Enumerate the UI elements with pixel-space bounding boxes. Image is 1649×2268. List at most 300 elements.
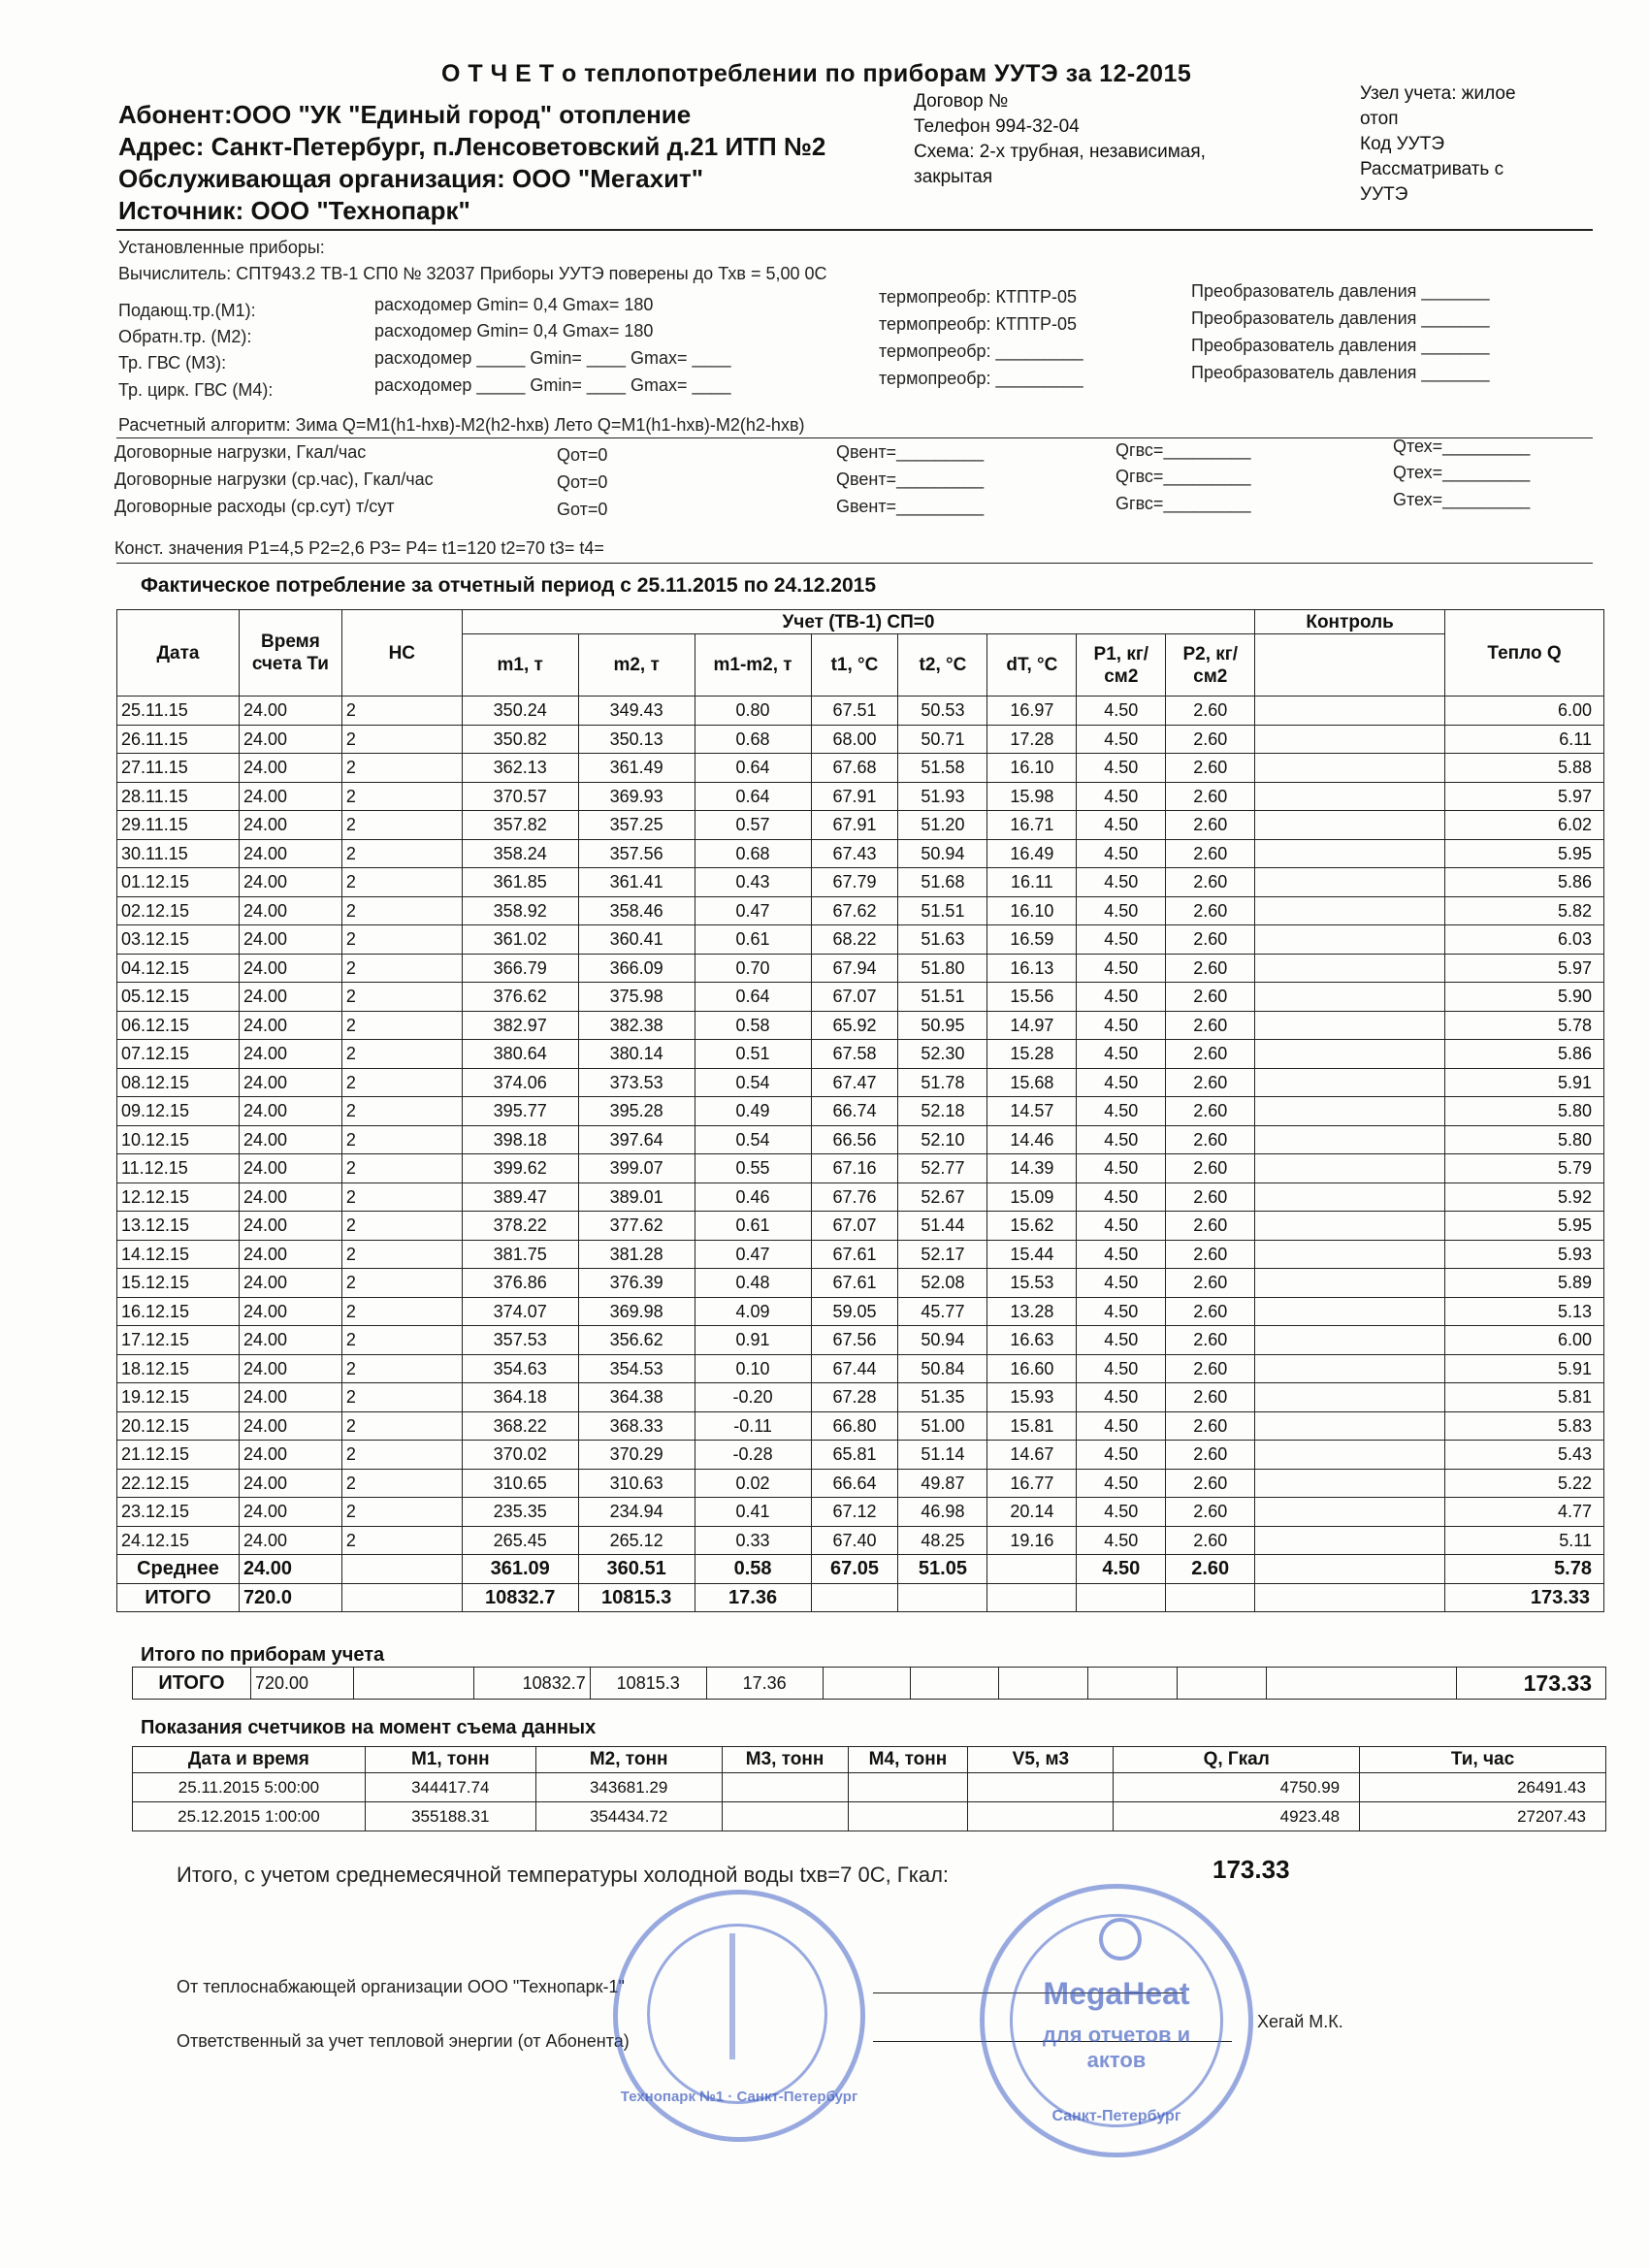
cell-q: 5.89 <box>1445 1269 1604 1298</box>
device-name: Тр. цирк. ГВС (М4): <box>118 380 274 400</box>
cell-t2: 51.00 <box>898 1411 987 1441</box>
cell-p1: 4.50 <box>1077 697 1166 726</box>
meter-total-title: Итого по приборам учета <box>141 1644 385 1666</box>
sign-responsible: Ответственный за учет тепловой энергии (от Абонента) <box>177 2031 630 2051</box>
rh-m3: М3, тонн <box>722 1747 848 1773</box>
avg-t1: 67.05 <box>811 1555 898 1584</box>
cell-m1: 364.18 <box>462 1383 578 1412</box>
cell-ns: 2 <box>341 868 462 897</box>
cell-time: 24.00 <box>239 1125 341 1154</box>
cell-control <box>1255 1441 1445 1470</box>
device-thermo: термопреобр: КТПТР-05 <box>879 287 1077 307</box>
cell-t1: 67.91 <box>811 782 898 811</box>
header-contract <box>914 89 1206 190</box>
cell-p1: 4.50 <box>1077 1383 1166 1412</box>
cell-dt: 14.57 <box>987 1097 1077 1126</box>
cell-m1: 389.47 <box>462 1183 578 1212</box>
cell-time: 24.00 <box>239 697 341 726</box>
cell-m1: 310.65 <box>462 1469 578 1498</box>
cell-q: 5.86 <box>1445 868 1604 897</box>
readings-body <box>133 1773 1606 1831</box>
cell-ns: 2 <box>341 1411 462 1441</box>
cell-date: 04.12.15 <box>117 954 240 983</box>
cell-dt: 16.77 <box>987 1469 1077 1498</box>
cell-date: 11.12.15 <box>117 1154 240 1183</box>
cell-p1: 4.50 <box>1077 1154 1166 1183</box>
cell-dm: 0.46 <box>695 1183 811 1212</box>
cell-dm: 4.09 <box>695 1297 811 1326</box>
cell-ns: 2 <box>341 1354 462 1383</box>
cell-t1: 67.56 <box>811 1326 898 1355</box>
cell-p2: 2.60 <box>1166 1125 1255 1154</box>
cell-time: 24.00 <box>239 1040 341 1069</box>
cell-p2: 2.60 <box>1166 983 1255 1012</box>
cell-t1: 67.62 <box>811 896 898 925</box>
cell-p2: 2.60 <box>1166 1040 1255 1069</box>
cell-p2: 2.60 <box>1166 1326 1255 1355</box>
cell-p2: 2.60 <box>1166 868 1255 897</box>
cell-dt: 19.16 <box>987 1526 1077 1555</box>
cell-time: 24.00 <box>239 1183 341 1212</box>
cell-control <box>1255 954 1445 983</box>
cell-dm: 0.02 <box>695 1469 811 1498</box>
cell-ns: 2 <box>341 754 462 783</box>
cell-dt: 16.97 <box>987 697 1077 726</box>
cell-time: 24.00 <box>239 1326 341 1355</box>
meter-node: Узел учета: жилое <box>1360 83 1516 104</box>
cell-control <box>1255 1354 1445 1383</box>
cell-dt: 15.68 <box>987 1068 1077 1097</box>
cell-p1: 4.50 <box>1077 1469 1166 1498</box>
cell-ns: 2 <box>341 1011 462 1040</box>
cell-control <box>1255 1411 1445 1441</box>
cell-q: 6.11 <box>1445 725 1604 754</box>
cell-t2: 52.67 <box>898 1183 987 1212</box>
cell-p2: 2.60 <box>1166 896 1255 925</box>
cell-q: 4.77 <box>1445 1498 1604 1527</box>
load-a: Qот=0 <box>557 445 608 465</box>
cell-t1: 67.68 <box>811 754 898 783</box>
cell-control <box>1255 1125 1445 1154</box>
cell-t2: 51.68 <box>898 868 987 897</box>
cell-p2: 2.60 <box>1166 1441 1255 1470</box>
cell-m1: 381.75 <box>462 1240 578 1269</box>
cell-t1: 66.56 <box>811 1125 898 1154</box>
table-row <box>117 1269 1604 1298</box>
table-row <box>117 782 1604 811</box>
cell-p1: 4.50 <box>1077 1526 1166 1555</box>
table-row <box>117 1125 1604 1154</box>
cell-p2: 2.60 <box>1166 839 1255 868</box>
cell-m2: 310.63 <box>578 1469 695 1498</box>
table-row <box>117 1297 1604 1326</box>
cell-dt: 17.28 <box>987 725 1077 754</box>
cell-p1: 4.50 <box>1077 925 1166 955</box>
reading-m2: 354434.72 <box>535 1802 722 1831</box>
cell-m1: 350.24 <box>462 697 578 726</box>
cell-dt: 15.56 <box>987 983 1077 1012</box>
reading-datetime: 25.12.2015 1:00:00 <box>133 1802 366 1831</box>
cell-date: 09.12.15 <box>117 1097 240 1126</box>
cell-dm: 0.33 <box>695 1526 811 1555</box>
total-row <box>117 1583 1604 1612</box>
cell-m1: 374.06 <box>462 1068 578 1097</box>
cell-dm: 0.68 <box>695 839 811 868</box>
load-label: Договорные расходы (ср.сут) т/сут <box>114 497 395 516</box>
stamp-inner-ring <box>647 1924 827 2104</box>
report-title: О Т Ч Е Т о теплопотреблении по приборам УУТЭ за 12-2015 <box>441 60 1192 87</box>
spire-icon <box>729 1933 735 2059</box>
cell-p2: 2.60 <box>1166 697 1255 726</box>
cell-time: 24.00 <box>239 868 341 897</box>
cell-time: 24.00 <box>239 1212 341 1241</box>
average-row <box>117 1555 1604 1584</box>
cell-control <box>1255 782 1445 811</box>
cell-p1: 4.50 <box>1077 811 1166 840</box>
cell-m2: 370.29 <box>578 1441 695 1470</box>
cell-q: 5.83 <box>1445 1411 1604 1441</box>
rh-datetime: Дата и время <box>133 1747 366 1773</box>
load-b: Qвент=_________ <box>836 442 985 462</box>
cell-date: 21.12.15 <box>117 1441 240 1470</box>
cell-p1: 4.50 <box>1077 1498 1166 1527</box>
cell-m1: 361.85 <box>462 868 578 897</box>
cell-control <box>1255 1269 1445 1298</box>
cell-dm: 0.64 <box>695 754 811 783</box>
service-org: Обслуживающая организация: ООО "Мегахит" <box>118 164 704 193</box>
cell-ns: 2 <box>341 839 462 868</box>
cell-p2: 2.60 <box>1166 1297 1255 1326</box>
table-row <box>117 1354 1604 1383</box>
consider-from-2: УУТЭ <box>1360 184 1408 205</box>
cell-t1: 67.07 <box>811 983 898 1012</box>
col-heat: Тепло Q <box>1445 610 1604 697</box>
cell-t2: 45.77 <box>898 1297 987 1326</box>
cell-p1: 4.50 <box>1077 868 1166 897</box>
cell-control <box>1255 754 1445 783</box>
cell-control <box>1255 896 1445 925</box>
cell-ns: 2 <box>341 1097 462 1126</box>
stamp2-title: MegaHeat <box>1043 1976 1190 2011</box>
device-pressure: Преобразователь давления _______ <box>1191 281 1490 301</box>
cell-dm: 0.43 <box>695 868 811 897</box>
cell-p2: 2.60 <box>1166 1383 1255 1412</box>
cell-m2: 349.43 <box>578 697 695 726</box>
cell-m2: 389.01 <box>578 1183 695 1212</box>
cell-date: 03.12.15 <box>117 925 240 955</box>
cell-time: 24.00 <box>239 983 341 1012</box>
scheme-type: закрытая <box>914 167 993 187</box>
cell-dm: 0.58 <box>695 1011 811 1040</box>
cell-ns: 2 <box>341 811 462 840</box>
cell-dm: 0.10 <box>695 1354 811 1383</box>
meter-total-time: 720.00 <box>250 1668 353 1700</box>
cell-m2: 265.12 <box>578 1526 695 1555</box>
sign-supplier: От теплоснабжающей организации ООО "Технопарк-1" <box>177 1977 625 1996</box>
cell-dt: 15.93 <box>987 1383 1077 1412</box>
cell-control <box>1255 925 1445 955</box>
cell-time: 24.00 <box>239 1354 341 1383</box>
cell-p2: 2.60 <box>1166 1011 1255 1040</box>
cell-q: 5.90 <box>1445 983 1604 1012</box>
avg-m1: 361.09 <box>462 1555 578 1584</box>
cell-control <box>1255 1212 1445 1241</box>
device-meter: расходомер Gmin= 0,4 Gmax= 180 <box>374 321 654 340</box>
cell-dm: 0.49 <box>695 1097 811 1126</box>
cell-m2: 360.41 <box>578 925 695 955</box>
final-value: 173.33 <box>1212 1855 1290 1884</box>
cell-q: 5.11 <box>1445 1526 1604 1555</box>
cell-t2: 51.51 <box>898 983 987 1012</box>
cell-date: 24.12.15 <box>117 1526 240 1555</box>
cell-t2: 51.35 <box>898 1383 987 1412</box>
cell-time: 24.00 <box>239 1068 341 1097</box>
cell-control <box>1255 1011 1445 1040</box>
cell-m2: 354.53 <box>578 1354 695 1383</box>
cell-p2: 2.60 <box>1166 1183 1255 1212</box>
cell-date: 12.12.15 <box>117 1183 240 1212</box>
col-time: Время счета Ти <box>239 610 341 697</box>
scheme: Схема: 2-х трубная, независимая, <box>914 142 1206 162</box>
table-row <box>117 868 1604 897</box>
device-thermo: термопреобр: _________ <box>879 341 1083 361</box>
cell-dt: 16.49 <box>987 839 1077 868</box>
cell-control <box>1255 1383 1445 1412</box>
table-row <box>117 1040 1604 1069</box>
cell-p1: 4.50 <box>1077 1040 1166 1069</box>
col-t2: t2, °C <box>898 634 987 697</box>
load-d: Gтех=_________ <box>1393 490 1531 509</box>
cell-m2: 380.14 <box>578 1040 695 1069</box>
cell-dt: 15.81 <box>987 1411 1077 1441</box>
cell-date: 10.12.15 <box>117 1125 240 1154</box>
avg-m2: 360.51 <box>578 1555 695 1584</box>
cell-m1: 235.35 <box>462 1498 578 1527</box>
cell-p2: 2.60 <box>1166 1212 1255 1241</box>
cell-t1: 67.76 <box>811 1183 898 1212</box>
cell-q: 5.82 <box>1445 896 1604 925</box>
cell-t2: 51.58 <box>898 754 987 783</box>
cell-time: 24.00 <box>239 1154 341 1183</box>
cell-control <box>1255 725 1445 754</box>
readings-row <box>133 1773 1606 1802</box>
cell-time: 24.00 <box>239 1269 341 1298</box>
cell-date: 25.11.15 <box>117 697 240 726</box>
cell-dm: -0.20 <box>695 1383 811 1412</box>
cell-m2: 234.94 <box>578 1498 695 1527</box>
cell-m2: 376.39 <box>578 1269 695 1298</box>
table-row <box>117 1240 1604 1269</box>
col-date: Дата <box>117 610 240 697</box>
cell-t2: 52.30 <box>898 1040 987 1069</box>
cell-ns: 2 <box>341 1068 462 1097</box>
cell-p2: 2.60 <box>1166 954 1255 983</box>
cell-t1: 67.07 <box>811 1212 898 1241</box>
device-pressure: Преобразователь давления _______ <box>1191 363 1490 382</box>
source: Источник: ООО "Технопарк" <box>118 196 470 225</box>
device-pressure: Преобразователь давления _______ <box>1191 336 1490 355</box>
cell-time: 24.00 <box>239 1383 341 1412</box>
cell-q: 5.78 <box>1445 1011 1604 1040</box>
reading-q: 4923.48 <box>1114 1802 1360 1831</box>
cell-p2: 2.60 <box>1166 1411 1255 1441</box>
cell-time: 24.00 <box>239 839 341 868</box>
readings-title: Показания счетчиков на момент съема данных <box>141 1717 597 1738</box>
cell-ns: 2 <box>341 1040 462 1069</box>
total-label: ИТОГО <box>117 1583 240 1612</box>
cell-control <box>1255 839 1445 868</box>
avg-p1: 4.50 <box>1077 1555 1166 1584</box>
cell-dt: 20.14 <box>987 1498 1077 1527</box>
cell-m2: 350.13 <box>578 725 695 754</box>
cell-dt: 14.46 <box>987 1125 1077 1154</box>
table-row <box>117 1383 1604 1412</box>
sign-name: Хегай М.К. <box>1257 2012 1343 2031</box>
cell-dt: 15.09 <box>987 1183 1077 1212</box>
cell-t1: 66.80 <box>811 1411 898 1441</box>
readings-header-row <box>133 1747 1606 1773</box>
cell-ns: 2 <box>341 1212 462 1241</box>
meter-total-table <box>132 1667 1606 1700</box>
cell-time: 24.00 <box>239 1097 341 1126</box>
cell-t2: 49.87 <box>898 1469 987 1498</box>
cell-ns: 2 <box>341 954 462 983</box>
cell-dm: 0.55 <box>695 1154 811 1183</box>
cell-p1: 4.50 <box>1077 1125 1166 1154</box>
cell-m1: 370.02 <box>462 1441 578 1470</box>
cell-p2: 2.60 <box>1166 1068 1255 1097</box>
cell-time: 24.00 <box>239 1526 341 1555</box>
cell-ns: 2 <box>341 1469 462 1498</box>
cell-dm: 0.41 <box>695 1498 811 1527</box>
cell-dm: 0.80 <box>695 697 811 726</box>
col-m1: m1, т <box>462 634 578 697</box>
cell-m1: 361.02 <box>462 925 578 955</box>
load-a: Qот=0 <box>557 472 608 492</box>
load-b: Qвент=_________ <box>836 470 985 489</box>
readings-table <box>132 1746 1606 1831</box>
cell-date: 23.12.15 <box>117 1498 240 1527</box>
cell-t2: 51.93 <box>898 782 987 811</box>
cell-m2: 356.62 <box>578 1326 695 1355</box>
cell-dt: 16.10 <box>987 896 1077 925</box>
cell-time: 24.00 <box>239 1297 341 1326</box>
cell-dm: -0.28 <box>695 1441 811 1470</box>
col-p2: P2, кг/см2 <box>1166 634 1255 697</box>
cell-date: 28.11.15 <box>117 782 240 811</box>
meter-code: Код УУТЭ <box>1360 134 1444 154</box>
stamp-icon <box>980 1884 1253 2157</box>
cell-m2: 364.38 <box>578 1383 695 1412</box>
cell-q: 6.00 <box>1445 697 1604 726</box>
cell-t2: 52.17 <box>898 1240 987 1269</box>
table-row <box>117 954 1604 983</box>
table-row <box>117 1097 1604 1126</box>
reading-m2: 343681.29 <box>535 1773 722 1802</box>
cell-t2: 52.77 <box>898 1154 987 1183</box>
load-c: Qгвс=_________ <box>1116 440 1251 460</box>
table-row <box>117 983 1604 1012</box>
cell-t1: 67.94 <box>811 954 898 983</box>
cell-date: 30.11.15 <box>117 839 240 868</box>
cell-p1: 4.50 <box>1077 1411 1166 1441</box>
consumption-table <box>116 609 1604 1612</box>
cell-date: 27.11.15 <box>117 754 240 783</box>
col-p1: P1, кг/см2 <box>1077 634 1166 697</box>
cell-time: 24.00 <box>239 954 341 983</box>
cell-control <box>1255 1183 1445 1212</box>
cell-m1: 374.07 <box>462 1297 578 1326</box>
cell-time: 24.00 <box>239 1240 341 1269</box>
cell-control <box>1255 868 1445 897</box>
cell-dm: 0.61 <box>695 925 811 955</box>
cell-p2: 2.60 <box>1166 754 1255 783</box>
cell-date: 20.12.15 <box>117 1411 240 1441</box>
table-row <box>117 1526 1604 1555</box>
cell-date: 06.12.15 <box>117 1011 240 1040</box>
cell-dm: 0.61 <box>695 1212 811 1241</box>
cell-t2: 52.10 <box>898 1125 987 1154</box>
cell-control <box>1255 697 1445 726</box>
cell-dm: 0.70 <box>695 954 811 983</box>
cell-ns: 2 <box>341 1125 462 1154</box>
col-dt: dT, °C <box>987 634 1077 697</box>
device-meter: расходомер Gmin= 0,4 Gmax= 180 <box>374 295 654 314</box>
cell-t2: 52.18 <box>898 1097 987 1126</box>
constants: Конст. значения P1=4,5 P2=2,6 P3= P4= t1=120 t2=70 t3= t4= <box>114 538 604 558</box>
cell-m1: 357.53 <box>462 1326 578 1355</box>
cell-m1: 357.82 <box>462 811 578 840</box>
cell-m1: 362.13 <box>462 754 578 783</box>
contract-number: Договор № <box>914 91 1009 112</box>
avg-t2: 51.05 <box>898 1555 987 1584</box>
reading-v5 <box>968 1802 1114 1831</box>
cell-p1: 4.50 <box>1077 782 1166 811</box>
cell-ns: 2 <box>341 1269 462 1298</box>
table-row <box>117 1441 1604 1470</box>
cell-p2: 2.60 <box>1166 1354 1255 1383</box>
cell-dt: 14.67 <box>987 1441 1077 1470</box>
cell-q: 5.88 <box>1445 754 1604 783</box>
cell-q: 5.91 <box>1445 1354 1604 1383</box>
address: Адрес: Санкт-Петербург, п.Ленсоветовский д.21 ИТП №2 <box>118 132 826 161</box>
cell-q: 5.22 <box>1445 1469 1604 1498</box>
cell-date: 29.11.15 <box>117 811 240 840</box>
cell-p2: 2.60 <box>1166 811 1255 840</box>
cell-control <box>1255 1326 1445 1355</box>
cell-p2: 2.60 <box>1166 1097 1255 1126</box>
cell-dt: 16.71 <box>987 811 1077 840</box>
cell-m2: 369.93 <box>578 782 695 811</box>
cell-time: 24.00 <box>239 782 341 811</box>
cell-m1: 380.64 <box>462 1040 578 1069</box>
cell-date: 01.12.15 <box>117 868 240 897</box>
cell-ns: 2 <box>341 1383 462 1412</box>
cell-m1: 350.82 <box>462 725 578 754</box>
cell-date: 14.12.15 <box>117 1240 240 1269</box>
reading-m4 <box>848 1802 968 1831</box>
load-c: Gгвс=_________ <box>1116 494 1251 513</box>
cell-p1: 4.50 <box>1077 725 1166 754</box>
meter-total-dm: 17.36 <box>706 1668 823 1700</box>
cell-dm: 0.68 <box>695 725 811 754</box>
cell-control <box>1255 1297 1445 1326</box>
cell-time: 24.00 <box>239 1498 341 1527</box>
cell-ns: 2 <box>341 697 462 726</box>
table-row <box>117 1212 1604 1241</box>
cell-p1: 4.50 <box>1077 983 1166 1012</box>
cell-t1: 67.16 <box>811 1154 898 1183</box>
